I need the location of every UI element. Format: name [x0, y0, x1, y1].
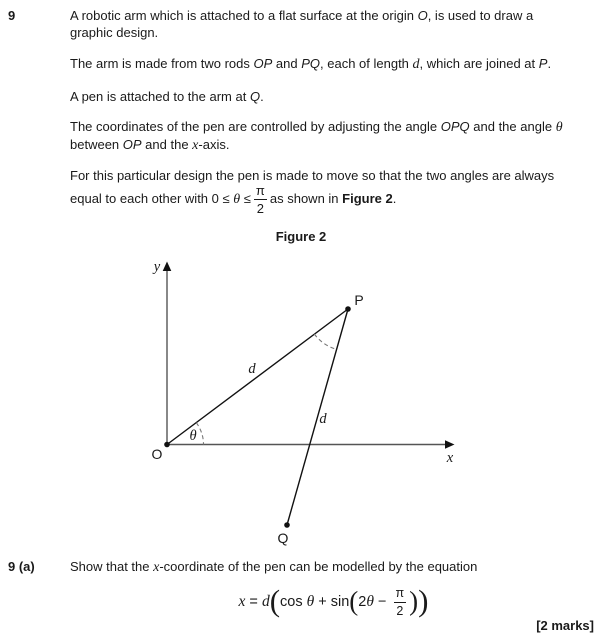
paragraph-rods: The arm is made from two rods OP and PQ, each of length d, which are joined at P.	[70, 56, 552, 72]
opq-angle-arc	[314, 334, 336, 349]
rod-pq-line	[287, 309, 348, 525]
point-p-label: P	[354, 292, 364, 308]
x-axis-label: x	[446, 450, 454, 466]
paragraph-constraint: For this particular design the pen is made to move so that the two angles are always equal to each other with 0 ≤ θ ≤ $\frac{\pi}{2}$ as shown in Figure 2.	[70, 168, 555, 216]
paragraph-angles: The coordinates of the pen are controlled by adjusting the angle OPQ and the angle θ between OP and the x-axis.	[70, 119, 563, 153]
y-axis-arrowhead	[163, 262, 172, 272]
figure-2-diagram	[0, 250, 602, 550]
fraction: $\frac{\pi}{2}$	[395, 586, 405, 618]
part-a-prompt: Show that the x-coordinate of the pen can be modelled by the equation	[70, 559, 478, 575]
origin-label: O	[151, 446, 163, 462]
x-axis-arrowhead	[445, 440, 455, 449]
y-axis-label: y	[153, 259, 161, 275]
question-number: 9	[8, 8, 16, 23]
point-q-dot	[284, 522, 290, 528]
marks-label: [2 marks]	[536, 618, 594, 633]
part-a-label: 9 (a)	[8, 559, 35, 574]
rod-pq-length-label: d	[319, 411, 327, 427]
paragraph-pen: A pen is attached to the arm at Q.	[70, 89, 264, 104]
theta-angle-arc	[196, 423, 203, 445]
figure-title: Figure 2	[275, 229, 327, 244]
theta-label: θ	[189, 428, 197, 444]
point-o-dot	[164, 442, 170, 448]
big-paren-open: (	[269, 583, 281, 618]
big-paren-close: )	[418, 583, 429, 618]
model-equation: x = d(cos θ + sin(2θ − $\frac{\pi}{2}$ ))	[238, 583, 429, 618]
point-q-label: Q	[277, 530, 289, 546]
point-p-dot	[345, 306, 351, 312]
big-paren-close: )	[409, 585, 419, 616]
rod-op-length-label: d	[248, 361, 256, 377]
paragraph-intro: A robotic arm which is attached to a flat surface at the origin O, is used to draw a graphic design.	[70, 8, 534, 40]
big-paren-open: (	[349, 585, 359, 616]
fraction: $\frac{\pi}{2}$	[255, 183, 265, 216]
